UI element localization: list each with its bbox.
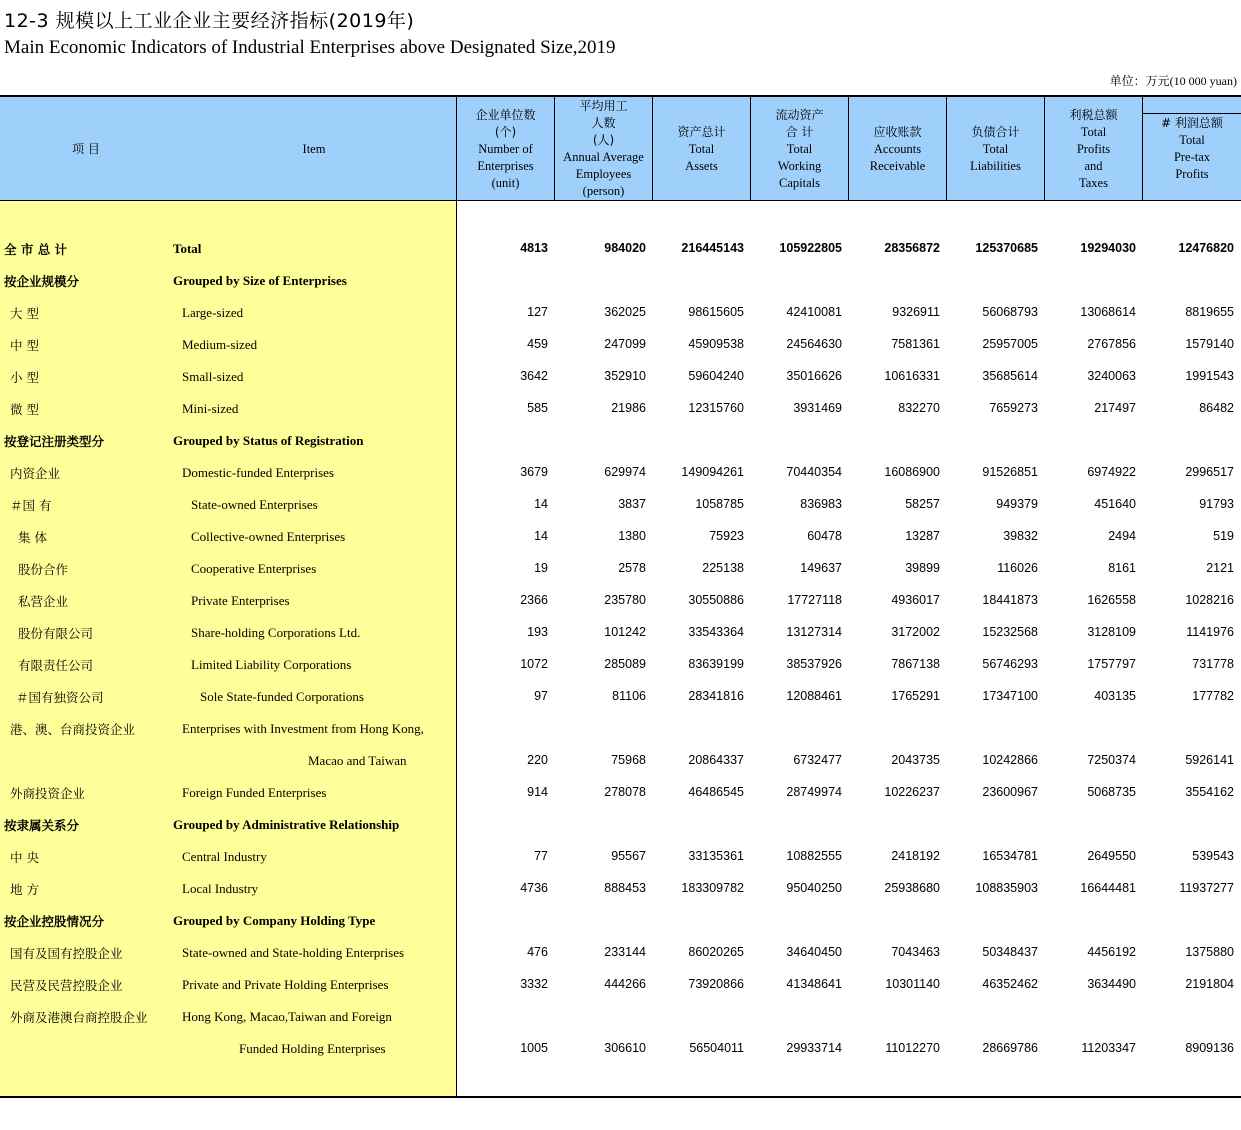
row-value: 11012270 bbox=[885, 1041, 940, 1055]
row-value: 459 bbox=[527, 337, 548, 351]
header-col-7 bbox=[1044, 97, 1142, 201]
row-label-zh: 按登记注册类型分 bbox=[4, 434, 105, 449]
header-col-line: Capitals bbox=[779, 175, 820, 190]
row-value: 8161 bbox=[1108, 561, 1136, 575]
table-row bbox=[0, 1008, 1241, 1028]
header-col-line: # 利润总额 bbox=[1161, 116, 1223, 130]
row-value: 28669786 bbox=[982, 1041, 1038, 1055]
row-value: 127 bbox=[527, 305, 548, 319]
row-value: 225138 bbox=[702, 561, 744, 575]
row-label-zh: ＃国有独资公司 bbox=[16, 690, 104, 705]
header-item-zh: 项 目 bbox=[72, 141, 100, 156]
header-col-line: Total bbox=[1179, 133, 1205, 147]
row-value: 4813 bbox=[520, 241, 548, 255]
row-value: 6974922 bbox=[1087, 465, 1136, 479]
row-value: 5926141 bbox=[1185, 753, 1234, 767]
row-label-zh: ＃国 有 bbox=[10, 498, 52, 513]
row-label-zh: 私营企业 bbox=[18, 594, 69, 609]
header-col-line: Number of bbox=[478, 141, 533, 156]
row-value: 86020265 bbox=[688, 945, 744, 959]
header-col-2 bbox=[554, 97, 652, 201]
header-col-line: 平均用工 bbox=[579, 99, 628, 113]
header-col-4 bbox=[750, 97, 848, 201]
header-col-line: Employees bbox=[575, 167, 632, 181]
row-value: 81106 bbox=[612, 689, 646, 703]
table-header bbox=[0, 95, 1241, 201]
row-value: 278078 bbox=[604, 785, 646, 799]
row-value: 42410081 bbox=[786, 305, 842, 319]
row-label-en: Small-sized bbox=[182, 369, 244, 384]
header-col-line: 利税总额 bbox=[1069, 107, 1118, 122]
row-value: 38537926 bbox=[786, 657, 842, 671]
row-value: 125370685 bbox=[975, 241, 1038, 255]
row-value: 2418192 bbox=[891, 849, 940, 863]
row-label-zh: 按企业规模分 bbox=[4, 274, 80, 289]
row-value: 56746293 bbox=[982, 657, 1038, 671]
row-value: 888453 bbox=[604, 881, 646, 895]
header-tick-line bbox=[1142, 113, 1241, 114]
table-row bbox=[0, 944, 1241, 964]
row-value: 16086900 bbox=[884, 465, 940, 479]
row-value: 217497 bbox=[1094, 401, 1136, 415]
header-col-line: Working bbox=[777, 158, 822, 173]
row-value: 4456192 bbox=[1087, 945, 1136, 959]
row-value: 83639199 bbox=[688, 657, 744, 671]
row-value: 13127314 bbox=[786, 625, 842, 639]
row-label-zh: 港、澳、台商投资企业 bbox=[10, 722, 136, 737]
row-value: 235780 bbox=[604, 593, 646, 607]
table-row bbox=[0, 560, 1241, 580]
row-value: 75968 bbox=[611, 753, 646, 767]
row-value: 91526851 bbox=[982, 465, 1038, 479]
table-row bbox=[0, 816, 1241, 836]
row-value: 177782 bbox=[1192, 689, 1234, 703]
row-value: 28341816 bbox=[688, 689, 744, 703]
row-value: 35016626 bbox=[786, 369, 842, 383]
row-value: 233144 bbox=[604, 945, 646, 959]
row-value: 15232568 bbox=[982, 625, 1038, 639]
row-label-en: Grouped by Administrative Relationship bbox=[173, 817, 400, 832]
row-value: 1579140 bbox=[1185, 337, 1234, 351]
row-value: 629974 bbox=[604, 465, 646, 479]
row-label-en: Private Enterprises bbox=[191, 593, 290, 608]
row-value: 12315760 bbox=[688, 401, 744, 415]
row-value: 33543364 bbox=[688, 625, 744, 639]
row-label-en: Funded Holding Enterprises bbox=[239, 1041, 386, 1056]
row-label-zh: 按企业控股情况分 bbox=[4, 914, 105, 929]
row-value: 50348437 bbox=[982, 945, 1038, 959]
row-value: 45909538 bbox=[688, 337, 744, 351]
row-value: 24564630 bbox=[786, 337, 842, 351]
row-value: 2767856 bbox=[1087, 337, 1136, 351]
header-col-line: 人数 bbox=[591, 116, 616, 130]
row-value: 731778 bbox=[1192, 657, 1234, 671]
header-col-1 bbox=[456, 97, 554, 201]
row-label-en: Grouped by Status of Registration bbox=[173, 433, 364, 448]
header-item-en: Item bbox=[302, 141, 326, 156]
row-label-zh: 中 型 bbox=[10, 338, 39, 353]
row-value: 403135 bbox=[1094, 689, 1136, 703]
table-bottom-rule bbox=[0, 1096, 1241, 1098]
row-value: 30550886 bbox=[688, 593, 744, 607]
row-value: 2191804 bbox=[1185, 977, 1234, 991]
row-label-zh: 有限责任公司 bbox=[18, 658, 94, 673]
row-value: 101242 bbox=[604, 625, 646, 639]
row-label-en: Domestic-funded Enterprises bbox=[182, 465, 334, 480]
table-row bbox=[0, 528, 1241, 548]
row-value: 10226237 bbox=[884, 785, 940, 799]
row-value: 476 bbox=[527, 945, 548, 959]
row-value: 21986 bbox=[611, 401, 646, 415]
row-label-en: Central Industry bbox=[182, 849, 267, 864]
row-label-en: Grouped by Size of Enterprises bbox=[173, 273, 347, 288]
row-value: 39832 bbox=[1003, 529, 1038, 543]
row-label-en: State-owned Enterprises bbox=[191, 497, 318, 512]
table-title-zh: 12-3 规模以上工业企业主要经济指标(2019年) bbox=[4, 10, 415, 32]
header-col-line: 合 计 bbox=[785, 124, 814, 139]
header-col-line: 应收账款 bbox=[873, 124, 922, 139]
row-value: 70440354 bbox=[786, 465, 842, 479]
table-row bbox=[0, 880, 1241, 900]
row-label-zh: 外商投资企业 bbox=[10, 786, 86, 801]
row-label-en: Foreign Funded Enterprises bbox=[182, 785, 327, 800]
row-label-en: Grouped by Company Holding Type bbox=[173, 913, 376, 928]
table-row bbox=[0, 304, 1241, 324]
row-value: 1028216 bbox=[1185, 593, 1234, 607]
row-value: 1991543 bbox=[1185, 369, 1234, 383]
row-value: 1757797 bbox=[1087, 657, 1136, 671]
header-col-line: 负债合计 bbox=[971, 124, 1020, 139]
row-value: 1141976 bbox=[1186, 625, 1234, 639]
row-label-zh: 集 体 bbox=[18, 530, 47, 545]
row-value: 14 bbox=[534, 529, 548, 543]
row-value: 362025 bbox=[604, 305, 646, 319]
row-value: 3332 bbox=[520, 977, 548, 991]
row-value: 7043463 bbox=[891, 945, 940, 959]
row-value: 17727118 bbox=[787, 593, 842, 607]
row-label-zh: 按隶属关系分 bbox=[4, 818, 80, 833]
header-col-6 bbox=[946, 97, 1044, 201]
row-value: 220 bbox=[527, 753, 548, 767]
unit-label: 单位：万元(10 000 yuan) bbox=[1109, 74, 1237, 88]
row-value: 1375880 bbox=[1185, 945, 1234, 959]
row-label-zh: 股份有限公司 bbox=[18, 626, 94, 641]
row-value: 352910 bbox=[604, 369, 646, 383]
header-col-line: (unit) bbox=[491, 175, 520, 190]
row-value: 28749974 bbox=[786, 785, 842, 799]
header-col-line: 资产总计 bbox=[677, 124, 726, 139]
row-label-en: Collective-owned Enterprises bbox=[191, 529, 346, 544]
row-value: 77 bbox=[534, 849, 548, 863]
table-row bbox=[0, 592, 1241, 612]
row-value: 984020 bbox=[604, 241, 646, 255]
row-label-zh: 小 型 bbox=[10, 370, 39, 385]
row-label-zh: 股份合作 bbox=[18, 562, 69, 577]
row-value: 6732477 bbox=[793, 753, 842, 767]
row-value: 34640450 bbox=[786, 945, 842, 959]
row-value: 14 bbox=[534, 497, 548, 511]
table-row bbox=[0, 720, 1241, 740]
row-value: 13068614 bbox=[1080, 305, 1136, 319]
header-col-line: Enterprises bbox=[477, 158, 534, 173]
row-value: 2996517 bbox=[1185, 465, 1234, 479]
row-value: 8819655 bbox=[1185, 305, 1234, 319]
row-value: 451640 bbox=[1094, 497, 1136, 511]
table-title-en: Main Economic Indicators of Industrial Enterprises above Designated Size,2019 bbox=[4, 37, 616, 58]
row-value: 216445143 bbox=[681, 241, 744, 255]
row-value: 13287 bbox=[905, 529, 940, 543]
row-value: 1626558 bbox=[1087, 593, 1136, 607]
row-value: 41348641 bbox=[786, 977, 842, 991]
row-value: 1765291 bbox=[891, 689, 940, 703]
row-value: 5068735 bbox=[1087, 785, 1136, 799]
row-value: 86482 bbox=[1199, 401, 1234, 415]
row-value: 949379 bbox=[996, 497, 1038, 511]
row-value: 28356872 bbox=[884, 241, 940, 255]
header-col-line: Total bbox=[786, 141, 813, 156]
row-label-en: State-owned and State-holding Enterprises bbox=[182, 945, 405, 960]
header-col-3 bbox=[652, 97, 750, 201]
row-label-en: Large-sized bbox=[182, 305, 244, 320]
row-value: 285089 bbox=[604, 657, 646, 671]
header-col-line: Total bbox=[1080, 124, 1107, 139]
row-value: 3837 bbox=[618, 497, 646, 511]
row-value: 3642 bbox=[520, 369, 548, 383]
header-col-line: Taxes bbox=[1079, 175, 1108, 190]
header-col-line: Profits bbox=[1076, 141, 1111, 156]
row-value: 56504011 bbox=[689, 1041, 744, 1055]
header-col-line: 企业单位数 bbox=[475, 107, 536, 122]
table-row bbox=[0, 848, 1241, 868]
row-value: 3240063 bbox=[1087, 369, 1136, 383]
row-value: 2043735 bbox=[891, 753, 940, 767]
row-value: 1380 bbox=[618, 529, 646, 543]
row-value: 108835903 bbox=[975, 881, 1038, 895]
row-label-en: Medium-sized bbox=[182, 337, 258, 352]
row-value: 10616331 bbox=[884, 369, 940, 383]
row-value: 35685614 bbox=[982, 369, 1038, 383]
row-value: 29933714 bbox=[786, 1041, 842, 1055]
row-value: 10242866 bbox=[982, 753, 1038, 767]
row-label-en: Private and Private Holding Enterprises bbox=[182, 977, 389, 992]
row-value: 46352462 bbox=[982, 977, 1038, 991]
table-row bbox=[0, 976, 1241, 996]
row-value: 914 bbox=[527, 785, 548, 799]
row-value: 7867138 bbox=[891, 657, 940, 671]
row-value: 1058785 bbox=[695, 497, 744, 511]
row-value: 59604240 bbox=[688, 369, 744, 383]
header-col-line: Receivable bbox=[869, 158, 926, 173]
row-value: 12476820 bbox=[1178, 241, 1234, 255]
row-label-en: Local Industry bbox=[182, 881, 259, 896]
table-row bbox=[0, 464, 1241, 484]
row-value: 2649550 bbox=[1087, 849, 1136, 863]
row-value: 98615605 bbox=[688, 305, 744, 319]
row-value: 1072 bbox=[520, 657, 548, 671]
header-col-line: (person) bbox=[582, 184, 625, 198]
row-value: 149094261 bbox=[681, 465, 744, 479]
table-row bbox=[0, 624, 1241, 644]
row-value: 3679 bbox=[520, 465, 548, 479]
row-label-en: Hong Kong, Macao,Taiwan and Foreign bbox=[182, 1009, 392, 1024]
table-row bbox=[0, 368, 1241, 388]
header-col-line: Annual Average bbox=[563, 150, 644, 164]
row-value: 7581361 bbox=[891, 337, 940, 351]
row-label-en: Total bbox=[173, 241, 202, 256]
table-row bbox=[0, 1040, 1241, 1060]
row-value: 4936017 bbox=[891, 593, 940, 607]
row-value: 17347100 bbox=[982, 689, 1038, 703]
row-label-zh: 内资企业 bbox=[10, 466, 61, 481]
header-col-line: Profits bbox=[1175, 167, 1209, 181]
row-value: 23600967 bbox=[982, 785, 1038, 799]
header-col-line: Liabilities bbox=[970, 158, 1021, 173]
table-row bbox=[0, 656, 1241, 676]
row-label-en: Mini-sized bbox=[182, 401, 239, 416]
header-col-line: (个) bbox=[494, 124, 517, 139]
row-value: 4736 bbox=[520, 881, 548, 895]
row-value: 519 bbox=[1213, 529, 1234, 543]
row-value: 2121 bbox=[1206, 561, 1234, 575]
row-value: 7659273 bbox=[989, 401, 1038, 415]
table-row bbox=[0, 784, 1241, 804]
row-value: 60478 bbox=[807, 529, 842, 543]
row-value: 25938680 bbox=[884, 881, 940, 895]
row-value: 2366 bbox=[520, 593, 548, 607]
row-label-en: Enterprises with Investment from Hong Kong, bbox=[182, 721, 424, 736]
row-value: 105922805 bbox=[779, 241, 842, 255]
header-col-line: (人) bbox=[592, 133, 615, 147]
row-value: 9326911 bbox=[892, 305, 940, 319]
row-value: 247099 bbox=[604, 337, 646, 351]
row-label-en: Sole State-funded Corporations bbox=[200, 689, 364, 704]
row-value: 91793 bbox=[1199, 497, 1234, 511]
row-value: 97 bbox=[534, 689, 548, 703]
header-col-5 bbox=[848, 97, 946, 201]
row-value: 16644481 bbox=[1080, 881, 1136, 895]
row-value: 33135361 bbox=[688, 849, 744, 863]
header-col-line: 流动资产 bbox=[775, 107, 824, 122]
row-value: 1005 bbox=[520, 1041, 548, 1055]
row-value: 193 bbox=[527, 625, 548, 639]
header-col-line: Total bbox=[982, 141, 1009, 156]
row-value: 75923 bbox=[709, 529, 744, 543]
row-value: 836983 bbox=[800, 497, 842, 511]
table-row bbox=[0, 240, 1241, 260]
row-value: 39899 bbox=[905, 561, 940, 575]
row-value: 444266 bbox=[604, 977, 646, 991]
row-label-zh: 地 方 bbox=[10, 882, 39, 897]
row-label-zh: 中 央 bbox=[10, 850, 39, 865]
row-value: 3554162 bbox=[1185, 785, 1234, 799]
row-value: 585 bbox=[527, 401, 548, 415]
row-label-zh: 国有及国有控股企业 bbox=[10, 946, 123, 961]
row-label-en: Share-holding Corporations Ltd. bbox=[191, 625, 361, 640]
row-value: 2494 bbox=[1108, 529, 1136, 543]
row-value: 832270 bbox=[898, 401, 940, 415]
row-value: 19 bbox=[534, 561, 548, 575]
row-value: 3172002 bbox=[891, 625, 940, 639]
row-label-zh: 外商及港澳台商控股企业 bbox=[10, 1010, 148, 1025]
row-value: 18441873 bbox=[982, 593, 1038, 607]
row-label-zh: 微 型 bbox=[10, 402, 39, 417]
row-value: 95040250 bbox=[786, 881, 842, 895]
row-value: 539543 bbox=[1192, 849, 1234, 863]
row-label-zh: 大 型 bbox=[10, 306, 39, 321]
header-col-line: and bbox=[1084, 158, 1103, 173]
row-value: 73920866 bbox=[688, 977, 744, 991]
table-row bbox=[0, 688, 1241, 708]
row-value: 3931469 bbox=[793, 401, 842, 415]
table-row bbox=[0, 336, 1241, 356]
row-value: 25957005 bbox=[982, 337, 1038, 351]
row-value: 58257 bbox=[905, 497, 940, 511]
row-value: 3128109 bbox=[1087, 625, 1136, 639]
row-value: 10882555 bbox=[786, 849, 842, 863]
table-row bbox=[0, 432, 1241, 452]
row-value: 10301140 bbox=[885, 977, 940, 991]
row-label-en: Macao and Taiwan bbox=[308, 753, 407, 768]
row-value: 20864337 bbox=[688, 753, 744, 767]
row-value: 11937277 bbox=[1179, 881, 1234, 895]
row-value: 149637 bbox=[800, 561, 842, 575]
row-label-zh: 全 市 总 计 bbox=[4, 242, 68, 257]
header-col-line: Pre-tax bbox=[1173, 150, 1211, 164]
table-row bbox=[0, 752, 1241, 772]
row-value: 3634490 bbox=[1087, 977, 1136, 991]
table-row bbox=[0, 496, 1241, 516]
header-col-line: Accounts bbox=[873, 141, 922, 156]
row-value: 7250374 bbox=[1087, 753, 1136, 767]
header-col-line: Total bbox=[688, 141, 715, 156]
row-value: 306610 bbox=[604, 1041, 646, 1055]
row-value: 11203347 bbox=[1081, 1041, 1136, 1055]
row-value: 16534781 bbox=[982, 849, 1038, 863]
row-value: 183309782 bbox=[681, 881, 744, 895]
row-value: 2578 bbox=[618, 561, 646, 575]
row-value: 46486545 bbox=[688, 785, 744, 799]
row-value: 19294030 bbox=[1080, 241, 1136, 255]
table-row bbox=[0, 400, 1241, 420]
row-value: 12088461 bbox=[786, 689, 842, 703]
row-value: 95567 bbox=[611, 849, 646, 863]
row-value: 56068793 bbox=[982, 305, 1038, 319]
row-label-en: Cooperative Enterprises bbox=[191, 561, 317, 576]
row-value: 8909136 bbox=[1185, 1041, 1234, 1055]
row-label-en: Limited Liability Corporations bbox=[191, 657, 352, 672]
table-row bbox=[0, 272, 1241, 292]
row-label-zh: 民营及民营控股企业 bbox=[10, 978, 123, 993]
table-row bbox=[0, 912, 1241, 932]
row-value: 116026 bbox=[997, 561, 1038, 575]
header-col-line: Assets bbox=[685, 158, 718, 173]
